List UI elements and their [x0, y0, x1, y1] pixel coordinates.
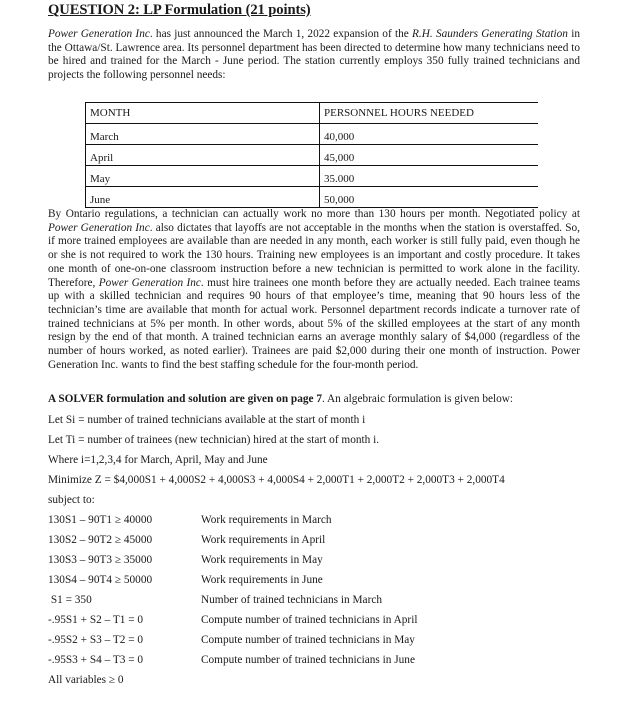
constraint-desc: Work requirements in May	[201, 554, 323, 566]
body-text: By Ontario regulations, a technician can actually work no more than 130 hours per month. Negotiated policy at	[48, 208, 580, 220]
company-name: Power Generation Inc	[48, 221, 150, 234]
constraint-expr: -.95S3 + S4 – T3 = 0	[48, 654, 144, 666]
constraint-desc: Work requirements in April	[201, 534, 326, 546]
body-text: . must hire trainees one month before they are actually needed. Each trainee teams up with a skilled technician and requires 90 hours of that employee’s time, meaning that 90 hours less of the technician’s time are available that month for actual work. Personnel department records indicate a turnover rate of trained technicians at 5% per month. In other words, about 5% of the skilled employees at the start of any month resign by the end of that month. A trained technician earns an average monthly salary of $4,000 (regardless of the number of hours worked, as noted earlier). Trainees are paid $2,000 during their one month of instruction. Power Generation Inc. wants to find the best staffing schedule for the four-month period.	[48, 276, 580, 371]
constraint-desc: Compute number of trained technicians in June	[201, 654, 415, 666]
intro-paragraph	[48, 28, 580, 83]
constraint-expr: -.95S2 + S3 – T2 = 0	[48, 634, 144, 646]
cell-hours: 45,000	[320, 145, 539, 166]
cell-month: April	[86, 145, 320, 166]
nonnegativity-constraint: All variables ≥ 0	[48, 674, 124, 686]
intro-text: . has just announced the March 1, 2022 expansion of the	[149, 28, 413, 40]
constraint-desc: Work requirements in March	[201, 514, 332, 526]
cell-hours: 40,000	[320, 124, 539, 145]
constraint-expr: 130S1 – 90T1 ≥ 40000	[48, 514, 153, 526]
constraint-expr: 130S3 – 90T3 ≥ 35000	[48, 554, 153, 566]
cell-hours: 35.000	[320, 166, 539, 187]
constraint-desc: Number of trained technicians in March	[201, 594, 382, 606]
objective-function: Minimize Z = $4,000S1 + 4,000S2 + 4,000S3 + 4,000S4 + 2,000T1 + 2,000T2 + 2,000T3 + 2,000T4	[48, 474, 505, 486]
subject-to-label: subject to:	[48, 494, 95, 506]
cell-month: June	[86, 187, 320, 208]
constraint-desc: Work requirements in June	[201, 574, 323, 586]
body-text: . also dictates that layoffs are not acceptable in the months when the station is overstaffed. So, if more trained employees are available than are needed in any month, each worker is still fully paid, even though he or she is not required to work the 130 hours. Training new employees is an important and costly procedure. It takes one month of one-on-one classroom instruction before a new technician is permitted to work alone in the facility. Therefore,	[48, 221, 581, 289]
definition-s: Let Si = number of trained technicians available at the start of month i	[48, 414, 366, 426]
solver-note-bold: A SOLVER formulation and solution are given on page 7	[48, 393, 322, 405]
company-name: Power Generation Inc	[98, 276, 201, 289]
constraint-expr: S1 = 350	[48, 594, 92, 606]
cell-hours: 50,000	[320, 187, 539, 208]
station-name: R.H. Saunders Generating Station	[412, 28, 568, 40]
company-name: Power Generation Inc	[48, 28, 150, 40]
constraint-expr: 130S2 – 90T2 ≥ 45000	[48, 534, 153, 546]
definition-t: Let Ti = number of trainees (new technician) hired at the start of month i.	[48, 434, 380, 446]
table-row	[86, 124, 539, 145]
constraint-desc: Compute number of trained technicians in April	[201, 614, 418, 626]
header-hours: PERSONNEL HOURS NEEDED	[320, 103, 539, 124]
table-row	[86, 166, 539, 187]
body-paragraph	[48, 208, 580, 372]
cell-month: May	[86, 166, 320, 187]
cell-month: March	[86, 124, 320, 145]
intro-text: in the Ottawa/St. Lawrence area. Its personnel department has been directed to determine how many technicians need to be hired and trained for the March - June period. The station currently employs 350 fully trained technicians and projects the following personnel needs:	[48, 28, 580, 82]
personnel-needs-table	[85, 102, 538, 208]
solver-note	[48, 393, 513, 405]
constraint-expr: -.95S1 + S2 – T1 = 0	[48, 614, 144, 626]
table-header-row	[86, 103, 539, 124]
table-row	[86, 187, 539, 208]
constraint-expr: 130S4 – 90T4 ≥ 50000	[48, 574, 153, 586]
question-title: QUESTION 2: LP Formulation (21 points)	[48, 2, 311, 18]
table-row	[86, 145, 539, 166]
header-month: MONTH	[86, 103, 320, 124]
solver-note-text: . An algebraic formulation is given below:	[322, 393, 514, 405]
constraint-desc: Compute number of trained technicians in May	[201, 634, 415, 646]
index-definition: Where i=1,2,3,4 for March, April, May and June	[48, 454, 268, 466]
